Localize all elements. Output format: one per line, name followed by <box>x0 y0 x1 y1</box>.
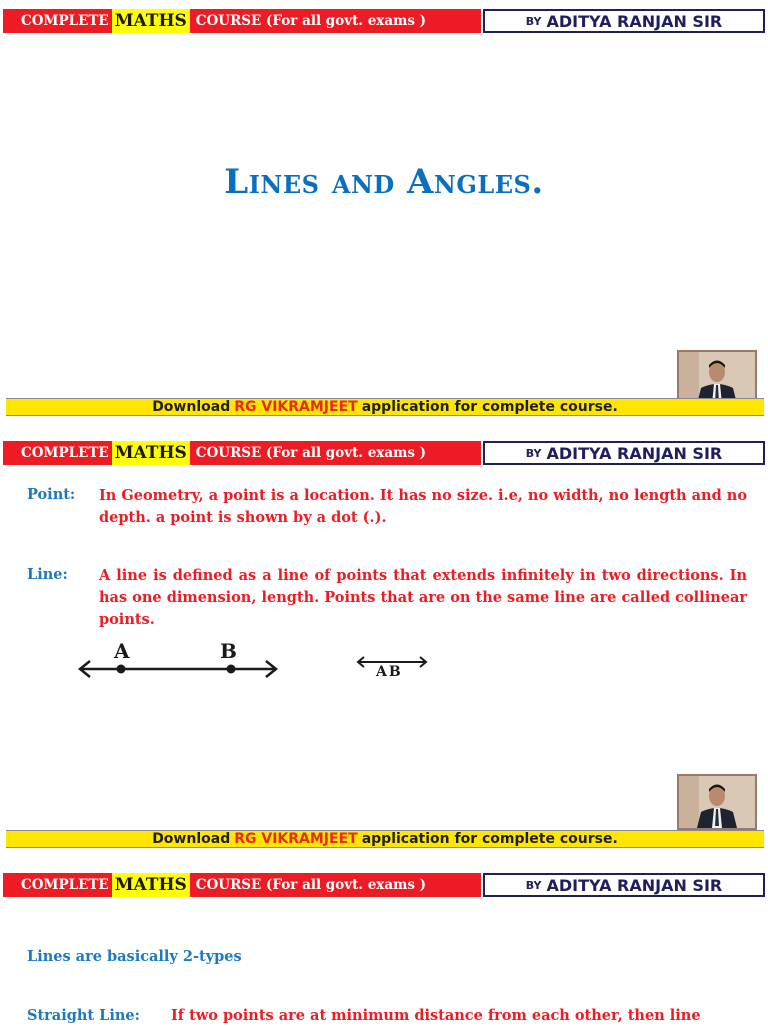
slide-3 <box>0 864 768 1024</box>
straight-line-term: Straight Line: <box>27 1007 140 1024</box>
author-by: BY <box>525 878 542 892</box>
author-box <box>483 873 765 897</box>
point-term: Point: <box>27 486 76 503</box>
notation-label: AB <box>376 664 403 680</box>
banner-maths-highlight: MATHS <box>112 9 190 33</box>
banner-prefix: COMPLETE <box>21 13 109 29</box>
person-icon <box>679 776 755 828</box>
course-banner <box>3 9 481 33</box>
download-banner <box>6 830 764 848</box>
point-b-dot <box>227 665 236 674</box>
person-icon <box>679 352 755 404</box>
types-intro: Lines are basically 2-types <box>27 948 242 965</box>
point-definition: In Geometry, a point is a location. It has no size. i.e, no width, no length and no depth. a point is shown by a dot (.). <box>99 487 747 526</box>
app-name: RG VIKRAMJEET <box>234 831 358 847</box>
author-box <box>483 441 765 465</box>
point-a-dot <box>117 665 126 674</box>
download-banner <box>6 398 764 416</box>
line-ab-diagram <box>70 654 290 694</box>
author-name: ADITYA RANJAN SIR <box>546 443 723 463</box>
author-photo <box>677 774 757 830</box>
page-title: Lines and Angles. <box>224 162 544 202</box>
download-post: application for complete course. <box>361 399 618 415</box>
course-header <box>3 441 765 467</box>
app-name: RG VIKRAMJEET <box>234 399 358 415</box>
download-pre: Download <box>152 831 231 847</box>
author-by: BY <box>525 14 542 28</box>
author-name: ADITYA RANJAN SIR <box>546 875 723 895</box>
course-banner <box>3 873 481 897</box>
course-banner <box>3 441 481 465</box>
straight-line-definition: If two points are at minimum distance from each other, then line <box>171 1007 701 1024</box>
course-header <box>3 873 765 899</box>
course-header <box>3 9 765 35</box>
banner-maths-highlight: MATHS <box>112 873 190 897</box>
banner-maths-highlight: MATHS <box>112 441 190 465</box>
author-box <box>483 9 765 33</box>
author-by: BY <box>525 446 542 460</box>
banner-suffix: COURSE (For all govt. exams ) <box>195 13 427 29</box>
line-definition: A line is defined as a line of points that extends infinitely in two directions. In has one dimension, length. Points that are on the same line are called collinear points. <box>99 567 747 628</box>
label-b: B <box>220 639 237 663</box>
banner-suffix: COURSE (For all govt. exams ) <box>195 445 427 461</box>
slide-1 <box>0 0 768 432</box>
author-name: ADITYA RANJAN SIR <box>546 11 723 31</box>
line-term: Line: <box>27 566 68 583</box>
banner-suffix: COURSE (For all govt. exams ) <box>195 877 427 893</box>
banner-prefix: COMPLETE <box>21 877 109 893</box>
download-pre: Download <box>152 399 231 415</box>
slide-2 <box>0 432 768 864</box>
banner-prefix: COMPLETE <box>21 445 109 461</box>
download-post: application for complete course. <box>361 831 618 847</box>
label-a: A <box>114 639 130 663</box>
